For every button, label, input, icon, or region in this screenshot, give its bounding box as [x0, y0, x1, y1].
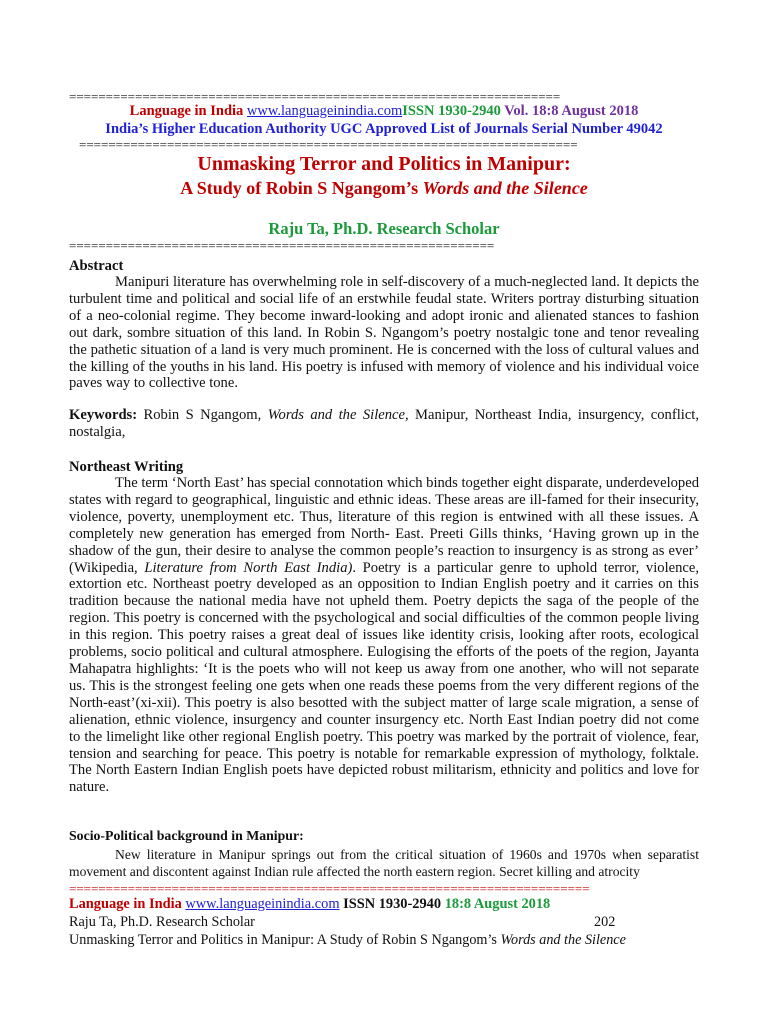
header-rule-top: =================================================================== [69, 90, 561, 104]
section-heading-socio-political: Socio-Political background in Manipur: [69, 828, 304, 843]
section-heading-northeast-writing: Northeast Writing [69, 459, 184, 475]
footer-author: Raju Ta, Ph.D. Research Scholar [69, 914, 255, 930]
keywords-part2: Manipur, Northeast India, insurgency, conflict, nostalgia, [69, 407, 699, 440]
author-name: Raju Ta, Ph.D. Research Scholar [268, 219, 500, 238]
keywords-label: Keywords: [69, 407, 138, 423]
northeast-writing-text-b: . Poetry is a particular genre to uphold terror, violence, extortion etc. Northeast poetry developed as an opposition to Indian English poetry and it carries on this tradition because the national media have not upheld them. Poetry depicts the saga of the people of the region. This poetry is concerned with the psychological and social difficulties of the common people living in this region. This poetry raises a great deal of issues like identity crisis, looking after roots, ecological problems, socio political and cultural atmosphere. Eulogising the efforts of the poets of the region, Jayanta Mahapatra highlights: ‘It is the poets who will not keep us away from one another, who will not separate us. This is the strongest feeling one gets when one reads these poems from the very different regions of the North-east’(xi-xii). This poetry is also besotted with the subject matter of large scale migration, a sense of alienation, ethnic violence, insurgency and counter insurgency etc. North East Indian poetry did not come to the limelight like other regional English poetry. This poetry was marked by the portrait of violence, fear, tension and searching for peace. This poetry is notable for remarkable expression of mythology, folktale. The North Eastern Indian English poets have depicted robust militarism, ethnicity and politics and love for nature. [69, 559, 699, 796]
journal-issn: ISSN 1930-2940 [402, 103, 501, 119]
journal-name: Language in India [129, 103, 244, 119]
ugc-approval-line: India’s Higher Education Authority UGC Approved List of Journals Serial Number 49042 [105, 121, 663, 137]
abstract-heading: Abstract [69, 258, 124, 274]
footer-rule: ======================================================================= [69, 882, 590, 896]
author-rule: ========================================================== [69, 239, 495, 253]
footer-title-italic: Words and the Silence [500, 932, 626, 948]
footer-url-link[interactable]: www.languageinindia.com [185, 896, 340, 912]
footer-date: 18:8 August 2018 [444, 896, 551, 912]
header-rule-bottom: ==================================================================== [79, 138, 578, 152]
northeast-writing-citation: Literature from North East India) [144, 559, 353, 576]
footer-issn: ISSN 1930-2940 [343, 896, 442, 912]
socio-political-text: New literature in Manipur springs out from the critical situation of 1960s and 1970s when separatist movement and discontent against Indian rule affected the north eastern region. Secret killing and atrocity [69, 847, 699, 879]
article-title-prefix: A Study of Robin S Ngangom’s [180, 178, 423, 198]
article-title-line1: Unmasking Terror and Politics in Manipur: [197, 153, 571, 175]
journal-header-line [0, 103, 768, 120]
article-title-line2 [0, 178, 768, 199]
journal-url-link[interactable]: www.languageinindia.com [246, 103, 403, 119]
abstract-text: Manipuri literature has overwhelming role in self-discovery of a much-neglected land. It depicts the turbulent time and political and social life of an erstwhile feudal state. Writers portray disturbing situation of a neo-colonial regime. They become inward-looking and adopt ironic and alienated stances to fashion out dark, sombre situation of this land. In Robin S. Ngangom’s poetry nostalgic tone and tenor revealing the pathetic situation of a land is very much prominent. He is concerned with the loss of cultural values and the killing of the youths in his land. His poetry is infused with memory of violence and his individual voice paves way to collective tone. [69, 274, 699, 392]
article-title-italic: Words and the Silence [422, 178, 588, 198]
northeast-writing-text-a: The term ‘North East’ has special connotation which binds together eight disparate, underdeveloped states with regard to geographical, linguistic and ethnic ideas. These areas are ill-famed for their insecurity, violence, poverty, unemployment etc. Thus, literature of this region is entwined with all these issues. A completely new generation has emerged from North- East. Preeti Gills thinks, ‘Having grown up in the shadow of the gun, their desire to analyse the common people’s reaction to insurgency is as strong as ever’ (Wikipedia, [69, 475, 699, 576]
keywords-part1: Robin S Ngangom, [137, 407, 268, 423]
abstract-body [69, 274, 699, 392]
northeast-writing-body [69, 475, 699, 796]
footer-article-title [69, 932, 626, 949]
journal-volume: Vol. 18:8 August 2018 [504, 103, 639, 119]
footer-journal-line [69, 896, 550, 913]
footer-title-prefix: Unmasking Terror and Politics in Manipur: A Study of Robin S Ngangom’s [69, 932, 501, 948]
keywords-italic: Words and the Silence, [267, 407, 409, 423]
keywords-block [69, 407, 699, 441]
northeast-writing-text [69, 475, 699, 796]
socio-political-body [69, 846, 699, 880]
page-number: 202 [594, 914, 616, 930]
footer-journal-name: Language in India [69, 896, 182, 912]
